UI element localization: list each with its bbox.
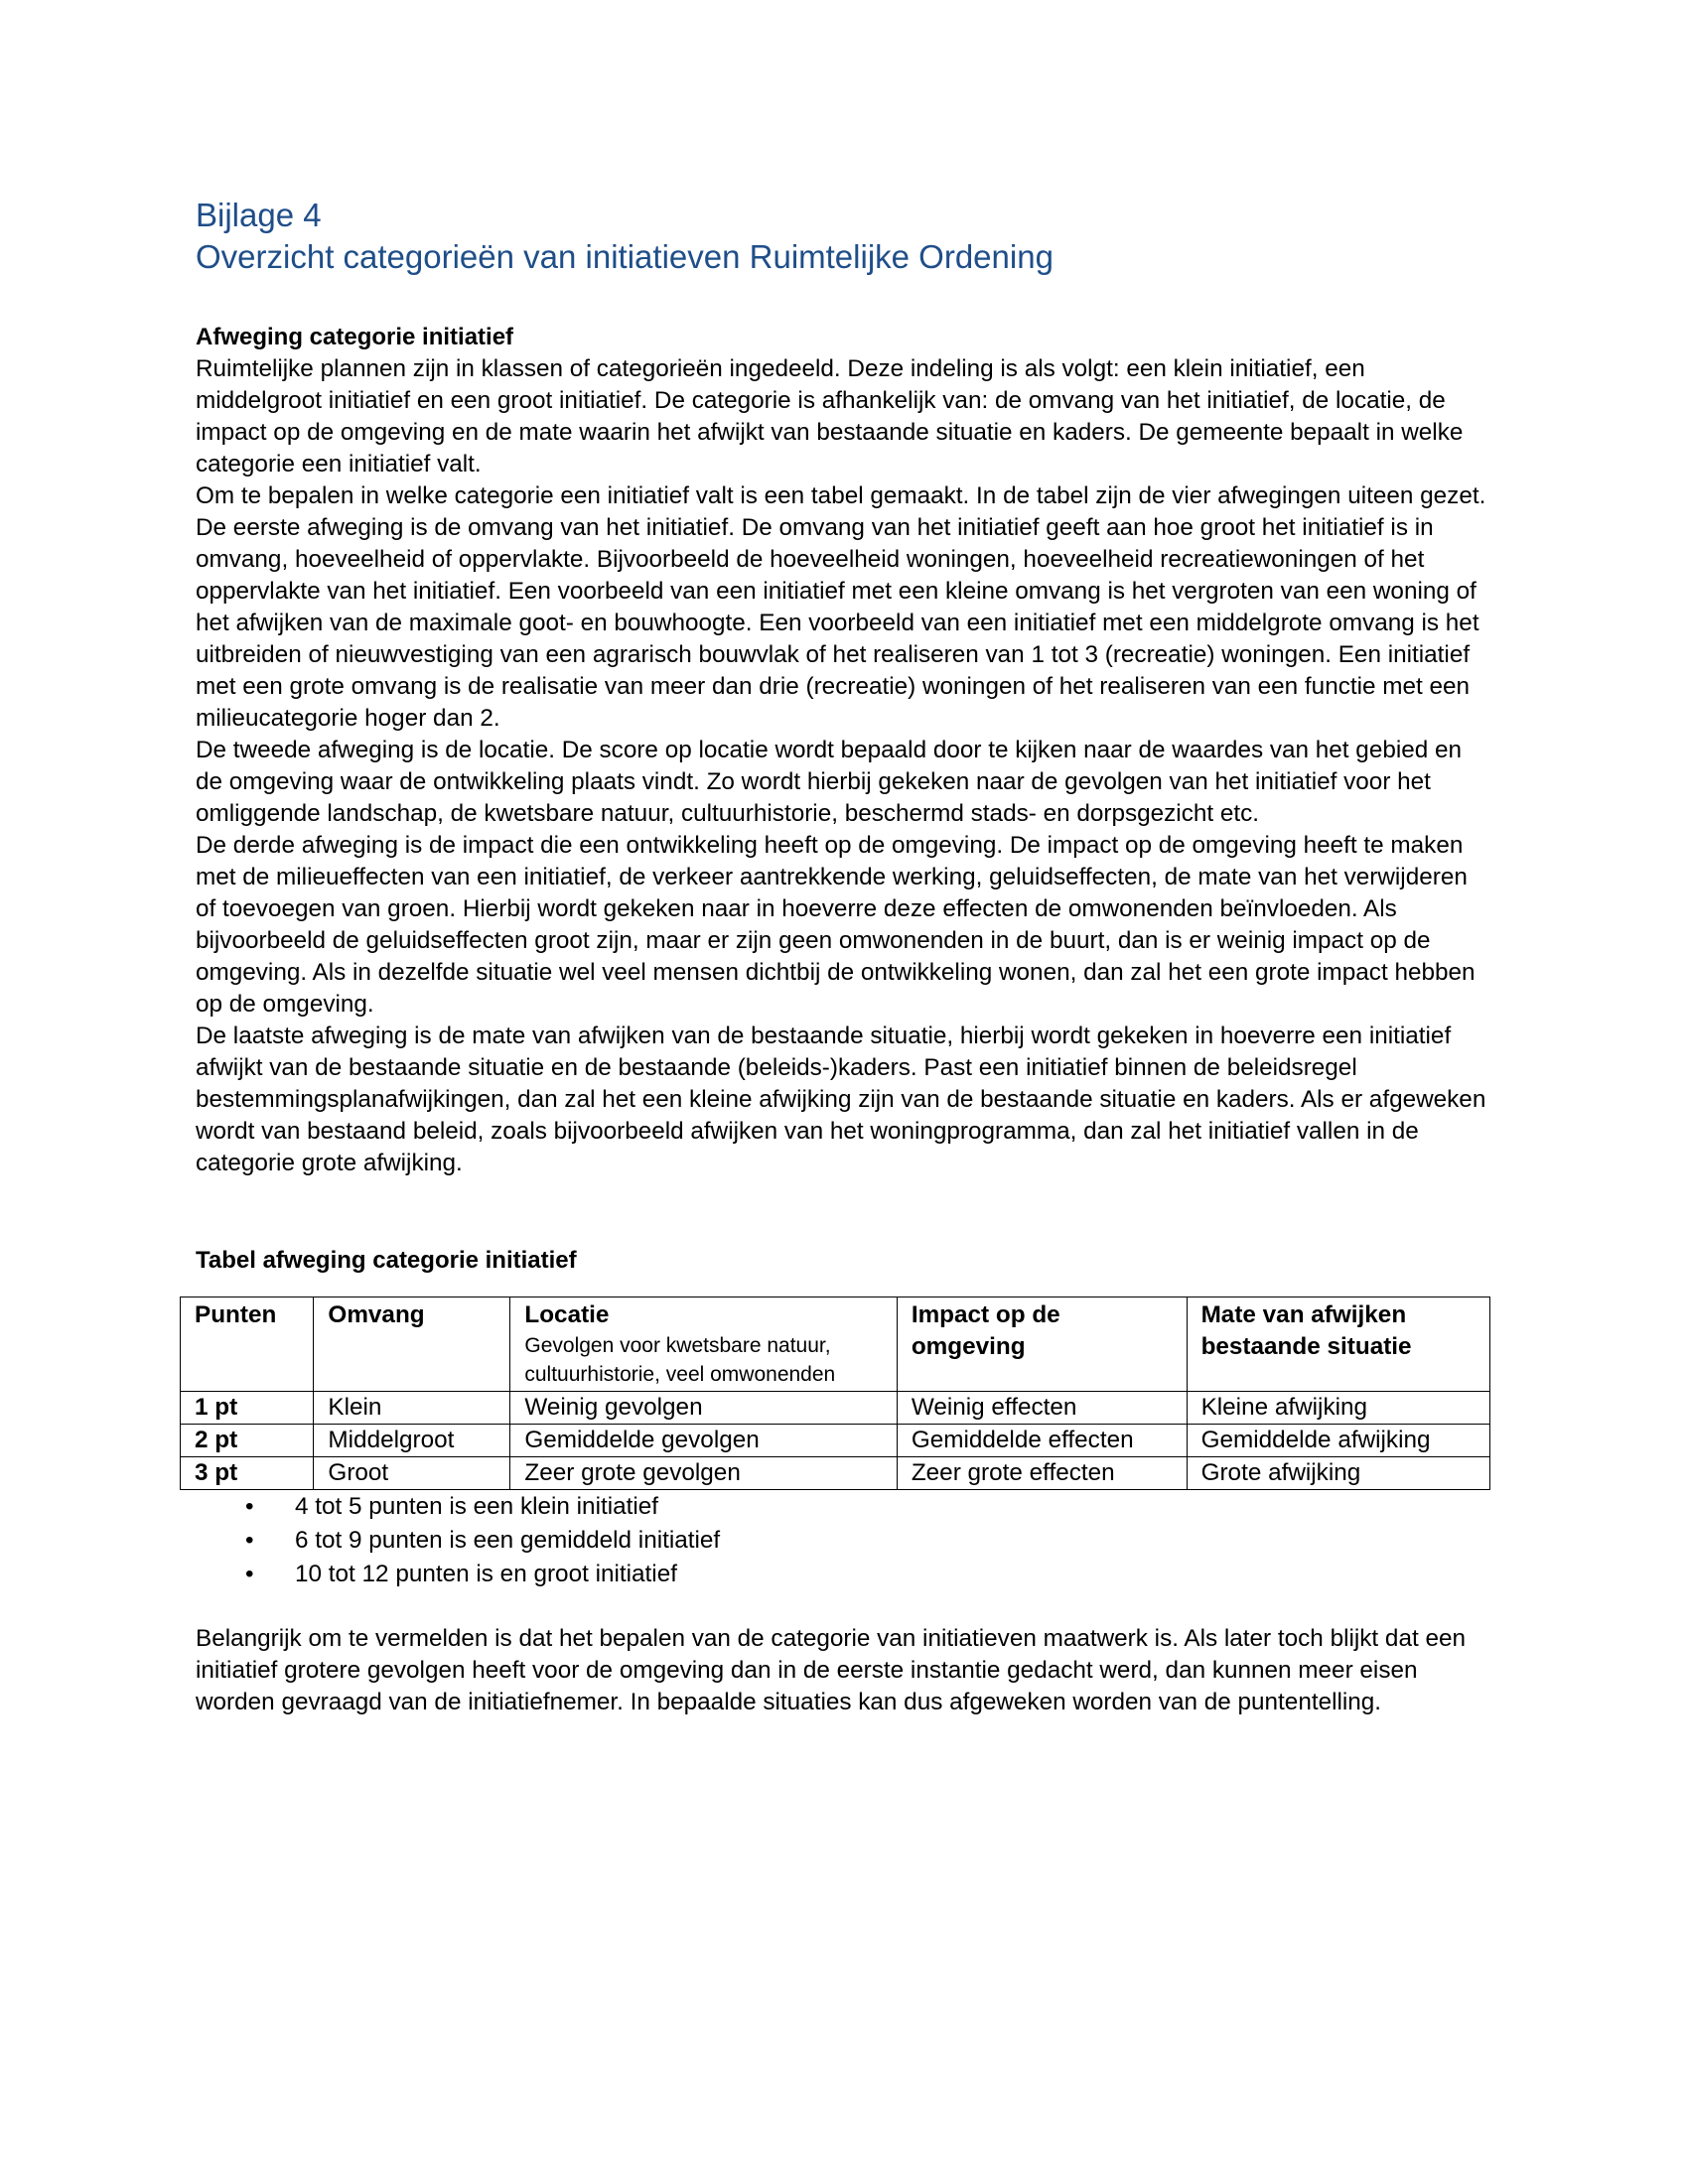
paragraph: De eerste afweging is de omvang van het initiatief. De omvang van het initiatief geeft aan hoe groot het initiatief is in omvang, hoeveelheid of oppervlakte. Bijvoorbeeld de hoeveelheid woningen, hoeveelheid recreatiewoningen of het oppervlakte van het initiatief. Een voorbeeld van een initiatief met een kleine omvang is het vergroten van een woning of het afwijken van de maximale goot- en bouwhoogte. Een voorbeeld van een initiatief met een middelgrote omvang is het uitbreiden of nieuwvestiging van een agrarisch bouwvlak of het realiseren van 1 tot 3 (recreatie) woningen. Een initiatief met een grote omvang is de realisatie van meer dan drie (recreatie) woningen of het realiseren van een functie met een milieucategorie hoger dan 2.	[196, 514, 1479, 732]
cell-punten: 3 pt	[181, 1457, 314, 1490]
table-row	[181, 1457, 1490, 1490]
cell-impact: Gemiddelde effecten	[897, 1425, 1187, 1457]
header-locatie-label: Locatie	[524, 1301, 610, 1328]
cell-impact: Zeer grote effecten	[897, 1457, 1187, 1490]
document-page	[196, 195, 1489, 1718]
title-line-2: Overzicht categorieën van initiatieven Ruimtelijke Ordening	[196, 238, 1054, 275]
paragraph: Om te bepalen in welke categorie een initiatief valt is een tabel gemaakt. In de tabel zijn de vier afwegingen uiteen gezet.	[196, 482, 1486, 509]
list-item-text: 4 tot 5 punten is een klein initiatief	[295, 1493, 659, 1520]
header-locatie-subtitle: Gevolgen voor kwetsbare natuur, cultuurhistorie, veel omwonenden	[524, 1334, 836, 1386]
list-item	[196, 1524, 1489, 1558]
cell-punten: 2 pt	[181, 1425, 314, 1457]
cell-locatie: Weinig gevolgen	[510, 1392, 897, 1425]
header-impact: Impact op de omgeving	[897, 1297, 1187, 1392]
paragraph: De tweede afweging is de locatie. De score op locatie wordt bepaald door te kijken naar de waardes van het gebied en de omgeving waar de ontwikkeling plaats vindt. Zo wordt hierbij gekeken naar de gevolgen van het initiatief voor het omliggende landschap, de kwetsbare natuur, cultuurhistorie, beschermd stads- en dorpsgezicht etc.	[196, 737, 1463, 827]
header-omvang: Omvang	[314, 1297, 510, 1392]
category-table	[180, 1297, 1490, 1490]
paragraph: De derde afweging is de impact die een ontwikkeling heeft op de omgeving. De impact op de omgeving heeft te maken met de milieueffecten van een initiatief, de verkeer aantrekkende werking, geluidseffecten, de mate van het verwijderen of toevoegen van groen. Hierbij wordt gekeken naar in hoeverre deze effecten de omwonenden beïnvloeden. Als bijvoorbeeld de geluidseffecten groot zijn, maar er zijn geen omwonenden in de buurt, dan is er weinig impact op de omgeving. Als in dezelfde situatie wel veel mensen dichtbij de ontwikkeling wonen, dan zal het een grote impact hebben op de omgeving.	[196, 832, 1476, 1018]
cell-locatie: Gemiddelde gevolgen	[510, 1425, 897, 1457]
list-item-text: 6 tot 9 punten is een gemiddeld initiatief	[295, 1527, 721, 1554]
section-body	[196, 353, 1489, 1179]
cell-locatie: Zeer grote gevolgen	[510, 1457, 897, 1490]
header-punten: Punten	[181, 1297, 314, 1392]
paragraph: Ruimtelijke plannen zijn in klassen of categorieën ingedeeld. Deze indeling is als volgt: een klein initiatief, een middelgroot initiatief en een groot initiatief. De categorie is afhankelijk van: de omvang van het initiatief, de locatie, de impact op de omgeving en de mate waarin het afwijkt van bestaande situatie en kaders. De gemeente bepaalt in welke categorie een initiatief valt.	[196, 355, 1464, 478]
cell-omvang: Klein	[314, 1392, 510, 1425]
bullet-icon: •	[245, 1561, 254, 1587]
cell-afwijken: Grote afwijking	[1187, 1457, 1489, 1490]
cell-impact: Weinig effecten	[897, 1392, 1187, 1425]
bullet-icon: •	[245, 1527, 254, 1554]
section-heading: Afweging categorie initiatief	[196, 324, 514, 350]
page-title	[196, 195, 1489, 278]
table-header-row	[181, 1297, 1490, 1392]
closing-paragraph: Belangrijk om te vermelden is dat het bepalen van de categorie van initiatieven maatwerk is. Als later toch blijkt dat een initiatief grotere gevolgen heeft voor de omgeving dan in de eerste instantie gedacht werd, dan kunnen meer eisen worden gevraagd van de initiatiefnemer. In bepaalde situaties kan dus afgeweken worden van de puntentelling.	[196, 1625, 1466, 1715]
title-line-1: Bijlage 4	[196, 197, 322, 233]
cell-afwijken: Gemiddelde afwijking	[1187, 1425, 1489, 1457]
table-heading: Tabel afweging categorie initiatief	[196, 1247, 577, 1274]
score-bullet-list	[196, 1490, 1489, 1591]
header-locatie	[510, 1297, 897, 1392]
list-item	[196, 1558, 1489, 1591]
cell-punten: 1 pt	[181, 1392, 314, 1425]
cell-omvang: Groot	[314, 1457, 510, 1490]
list-item-text: 10 tot 12 punten is en groot initiatief	[295, 1561, 677, 1587]
cell-afwijken: Kleine afwijking	[1187, 1392, 1489, 1425]
cell-omvang: Middelgroot	[314, 1425, 510, 1457]
list-item	[196, 1490, 1489, 1524]
paragraph: De laatste afweging is de mate van afwijken van de bestaande situatie, hierbij wordt gekeken in hoeverre een initiatief afwijkt van de bestaande situatie en de bestaande (beleids-)kaders. Past een initiatief binnen de beleidsregel bestemmingsplanafwijkingen, dan zal het een kleine afwijking zijn van de bestaande situatie en kaders. Als er afgeweken wordt van bestaand beleid, zoals bijvoorbeeld afwijken van het woningprogramma, dan zal het initiatief vallen in de categorie grote afwijking.	[196, 1023, 1486, 1176]
bullet-icon: •	[245, 1493, 254, 1520]
table-row	[181, 1392, 1490, 1425]
table-row	[181, 1425, 1490, 1457]
header-afwijken: Mate van afwijken bestaande situatie	[1187, 1297, 1489, 1392]
